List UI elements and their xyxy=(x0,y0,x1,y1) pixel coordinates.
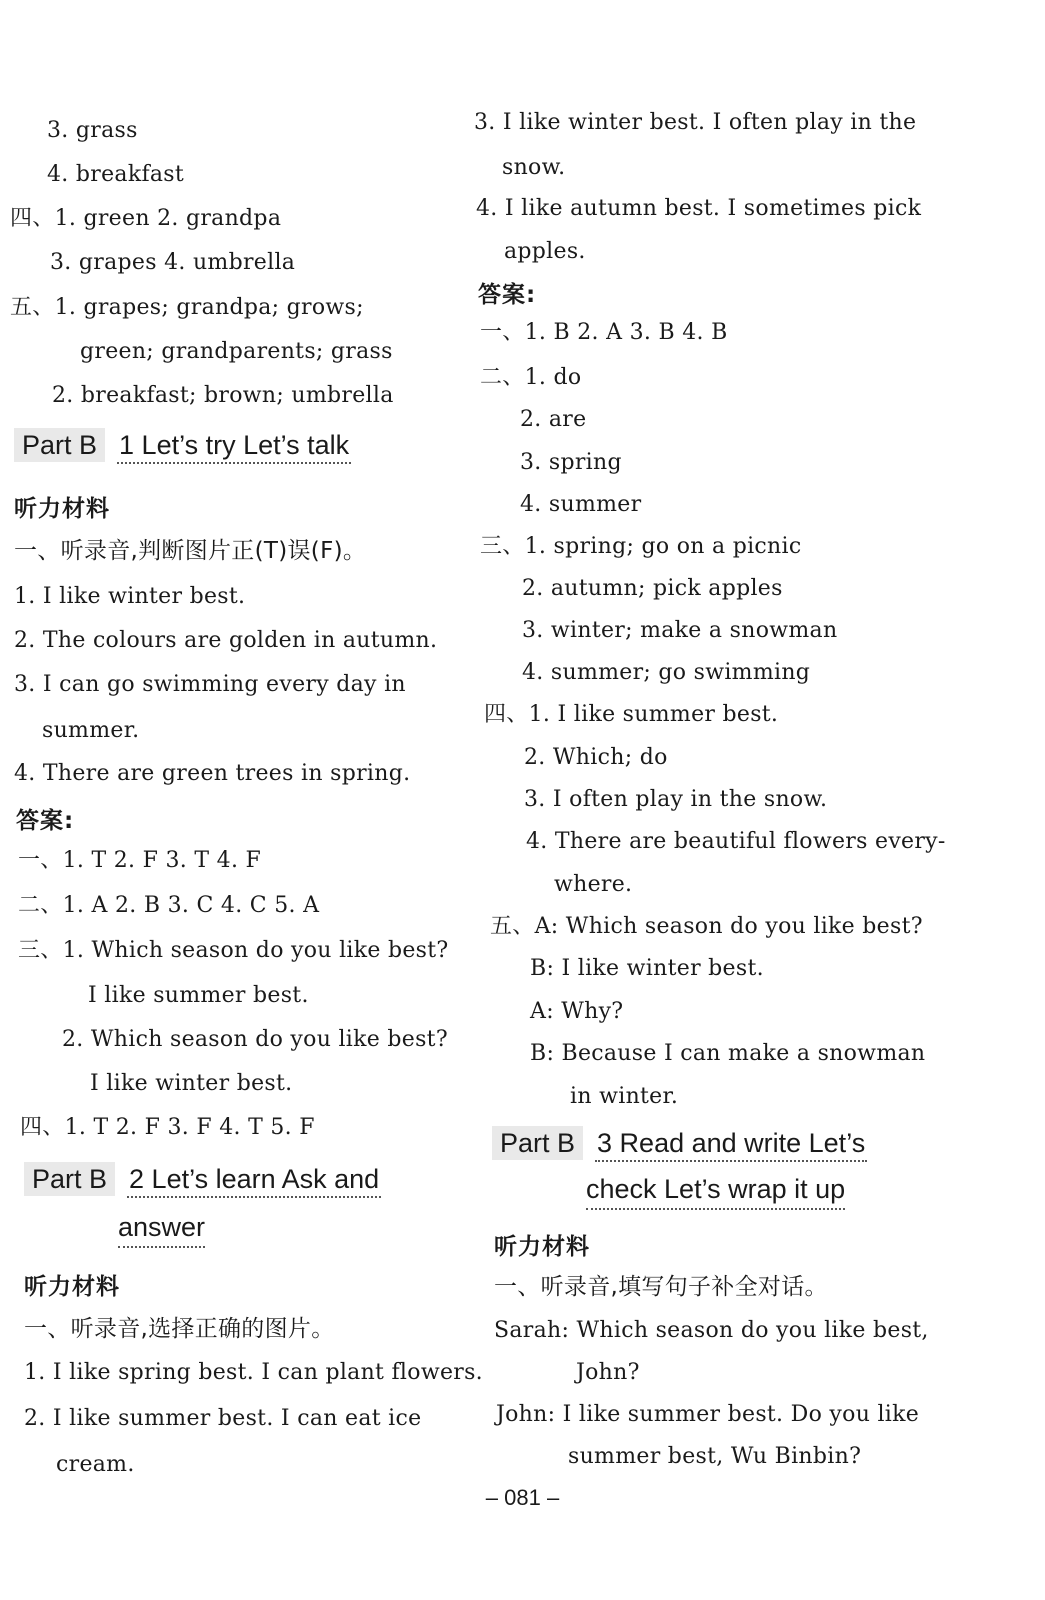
text-line: 五、1. grapes; grandpa; grows; xyxy=(10,295,364,320)
section-header xyxy=(24,1162,381,1196)
answer-label: 答案: xyxy=(478,282,537,308)
section-title: 3 Read and write Let’s xyxy=(595,1128,867,1162)
answer-line: 4. summer; go swimming xyxy=(522,660,811,685)
answer-line: B: Because I can make a snowman xyxy=(530,1041,926,1066)
answer-line: 3. winter; make a snowman xyxy=(522,618,838,643)
listening-label: 听力材料 xyxy=(494,1234,590,1260)
dialogue-line: Sarah: Which season do you like best, xyxy=(494,1318,929,1343)
answer-line: 2. autumn; pick apples xyxy=(522,576,783,601)
text-line: apples. xyxy=(504,239,586,264)
section-header xyxy=(492,1126,867,1160)
answer-line: 2. are xyxy=(520,407,587,432)
answer-line: 4. There are beautiful flowers every- xyxy=(526,829,946,854)
answer-line: 三、1. spring; go on a picnic xyxy=(480,534,802,559)
answer-line: 四、1. I like summer best. xyxy=(484,702,779,727)
text-line: 3. grapes 4. umbrella xyxy=(50,250,296,275)
answer-line: 3. I often play in the snow. xyxy=(524,787,828,812)
answer-line: B: I like winter best. xyxy=(530,956,764,981)
text-line: 1. I like winter best. xyxy=(14,584,246,609)
text-line: 1. I like spring best. I can plant flowers. xyxy=(24,1360,483,1385)
listening-label: 听力材料 xyxy=(24,1274,120,1300)
text-line: 3. I like winter best. I often play in the xyxy=(474,110,917,135)
answer-line: 一、1. T 2. F 3. T 4. F xyxy=(18,848,262,873)
section-title-continued: answer xyxy=(118,1210,205,1248)
part-label: Part B xyxy=(492,1126,583,1160)
answer-line: 二、1. A 2. B 3. C 4. C 5. A xyxy=(18,893,320,918)
section-title-continued: check Let’s wrap it up xyxy=(586,1172,845,1210)
text-line: 2. I like summer best. I can eat ice xyxy=(24,1406,422,1431)
answer-line: 一、1. B 2. A 3. B 4. B xyxy=(480,320,728,345)
part-label: Part B xyxy=(14,428,105,462)
text-line: cream. xyxy=(56,1452,135,1477)
text-line: 4. breakfast xyxy=(47,162,185,187)
text-line: 2. breakfast; brown; umbrella xyxy=(52,383,394,408)
answer-line: 五、A: Which season do you like best? xyxy=(490,914,923,939)
answer-line: where. xyxy=(554,872,633,897)
text-line: green; grandparents; grass xyxy=(80,339,393,364)
answer-line: 三、1. Which season do you like best? xyxy=(18,938,449,963)
dialogue-line: John: I like summer best. Do you like xyxy=(496,1402,920,1427)
answer-line: I like winter best. xyxy=(90,1071,293,1096)
text-line: 3. I can go swimming every day in xyxy=(14,672,406,697)
listening-label: 听力材料 xyxy=(14,496,110,522)
instruction: 一、听录音,选择正确的图片。 xyxy=(24,1316,335,1342)
answer-line: 4. summer xyxy=(520,492,642,517)
answer-line: 3. spring xyxy=(520,450,622,475)
answer-line: A: Why? xyxy=(530,999,624,1024)
answer-line: in winter. xyxy=(570,1084,679,1109)
answer-line: 四、1. T 2. F 3. F 4. T 5. F xyxy=(20,1115,315,1140)
answer-label: 答案: xyxy=(16,808,75,834)
answer-line: I like summer best. xyxy=(88,983,309,1008)
instruction: 一、听录音,填写句子补全对话。 xyxy=(494,1274,828,1300)
text-line: 四、1. green 2. grandpa xyxy=(10,206,282,231)
section-title: 1 Let’s try Let’s talk xyxy=(117,430,351,464)
text-line: summer. xyxy=(42,718,140,743)
part-label: Part B xyxy=(24,1162,115,1196)
text-line: 4. I like autumn best. I sometimes pick xyxy=(476,196,922,221)
section-title: 2 Let’s learn Ask and xyxy=(127,1164,381,1198)
text-line: 3. grass xyxy=(47,118,138,143)
dialogue-line: summer best, Wu Binbin? xyxy=(568,1444,862,1469)
section-header xyxy=(14,428,351,462)
answer-line: 2. Which; do xyxy=(524,745,668,770)
page-number: – 081 – xyxy=(485,1485,560,1510)
answer-line: 二、1. do xyxy=(480,365,582,390)
text-line: snow. xyxy=(502,155,566,180)
dialogue-line: John? xyxy=(576,1360,640,1385)
text-line: 2. The colours are golden in autumn. xyxy=(14,628,438,653)
instruction: 一、听录音,判断图片正(T)误(F)。 xyxy=(14,538,367,564)
text-line: 4. There are green trees in spring. xyxy=(14,761,411,786)
answer-line: 2. Which season do you like best? xyxy=(62,1027,448,1052)
